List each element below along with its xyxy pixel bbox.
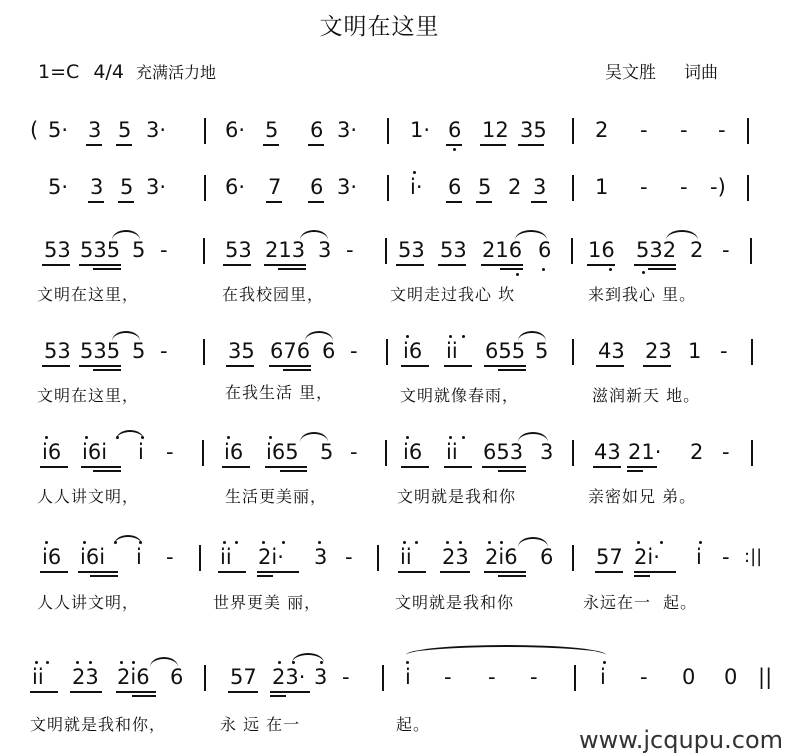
dash: -: [722, 545, 730, 569]
underline: [30, 691, 58, 693]
note: 23: [72, 665, 99, 689]
dash: -: [342, 665, 350, 689]
note: 2: [508, 175, 522, 199]
underline: [482, 466, 526, 468]
barline: [751, 339, 753, 365]
note: 23: [645, 339, 672, 363]
high-octave-dot: [141, 436, 144, 439]
underline: [223, 264, 251, 266]
underline: [40, 571, 68, 573]
barline: [377, 545, 379, 571]
note: 2: [690, 238, 704, 262]
barline: [572, 118, 574, 144]
underline: [218, 571, 246, 573]
note: i65: [266, 440, 299, 464]
underline: [595, 571, 623, 573]
dash: -: [530, 665, 538, 689]
note: 535: [80, 238, 121, 262]
note: 3·: [337, 175, 358, 199]
dash: -: [720, 339, 728, 363]
underline: [308, 144, 324, 146]
rest: 0: [724, 665, 738, 689]
dash: -: [680, 175, 688, 199]
verse-line-1: [0, 238, 795, 278]
dash: -: [640, 175, 648, 199]
underline: [396, 264, 424, 266]
barline: [203, 339, 205, 365]
high-octave-dot: [76, 661, 79, 664]
underline: [222, 466, 250, 468]
high-octave-dot: [462, 335, 465, 338]
underline-double: [283, 369, 311, 371]
lyric: 永远在一 起。: [583, 593, 698, 612]
underline-double: [498, 470, 526, 472]
note: 2i·: [258, 545, 284, 569]
author-role: 词曲: [684, 63, 718, 83]
final-barline: ||: [758, 665, 773, 689]
verse-line-3: [0, 440, 795, 480]
note: 3: [90, 175, 104, 199]
underline: [634, 571, 676, 573]
dash: -: [640, 118, 648, 142]
dash-paren-close: -): [710, 175, 726, 199]
note: ii: [220, 545, 232, 569]
underline: [587, 264, 615, 266]
note: 3·: [146, 175, 167, 199]
high-octave-dot: [85, 436, 88, 439]
note: 1: [688, 339, 702, 363]
dash: -: [444, 665, 452, 689]
lyric: 永 远 在一: [220, 715, 301, 734]
underline: [42, 365, 70, 367]
note: 1: [595, 175, 609, 199]
barline: [572, 440, 574, 466]
note: i6: [224, 440, 244, 464]
note: 6: [310, 175, 324, 199]
barline: [574, 665, 576, 691]
note: 43: [594, 440, 621, 464]
barline: [747, 175, 749, 201]
dash: -: [350, 440, 358, 464]
underline: [79, 264, 121, 266]
note: 1·: [410, 118, 431, 142]
underline: [308, 201, 324, 203]
note: 53: [44, 339, 71, 363]
note: ii: [32, 665, 44, 689]
note: 6: [538, 238, 552, 262]
underline: [634, 264, 676, 266]
note: 6: [170, 665, 184, 689]
high-octave-dot: [45, 436, 48, 439]
note: 43: [598, 339, 625, 363]
note: 2i6: [485, 545, 518, 569]
barline: [747, 118, 749, 144]
note: 5: [132, 238, 146, 262]
underline: [484, 365, 526, 367]
high-octave-dot: [89, 661, 92, 664]
paren-open: (: [30, 118, 39, 142]
dash: -: [350, 339, 358, 363]
lyric: 在我生活 里，: [225, 383, 334, 402]
barline: [571, 238, 573, 264]
note: i6i: [80, 545, 106, 569]
note: 3: [540, 440, 554, 464]
lyric: 来到我心 里。: [588, 285, 697, 304]
dash: -: [722, 440, 730, 464]
note: i: [405, 665, 411, 689]
underline: [596, 365, 624, 367]
underline-double: [90, 575, 118, 577]
underline: [476, 201, 492, 203]
note: 7: [268, 175, 282, 199]
high-octave-dot: [459, 541, 462, 544]
high-octave-dot: [318, 541, 321, 544]
note: 5: [120, 175, 134, 199]
underline: [643, 365, 671, 367]
note: 653: [483, 440, 524, 464]
underline: [440, 571, 470, 573]
tie-long: [406, 645, 606, 655]
underline: [401, 365, 429, 367]
note: 676: [270, 339, 311, 363]
high-octave-dot: [227, 436, 230, 439]
note: 53: [44, 238, 71, 262]
note: i: [138, 440, 144, 464]
barline: [204, 175, 206, 201]
underline: [118, 201, 134, 203]
note: 3: [318, 238, 332, 262]
author-credit: [605, 58, 718, 83]
time-signature: 4/4: [93, 61, 124, 83]
high-octave-dot: [449, 335, 452, 338]
watermark: www.jcqupu.com: [579, 726, 783, 754]
barline: [385, 440, 387, 466]
underline: [79, 365, 121, 367]
underline: [398, 571, 426, 573]
high-octave-dot: [462, 436, 465, 439]
underline: [481, 264, 523, 266]
note: 6: [448, 175, 462, 199]
note: 5: [132, 339, 146, 363]
note: 5: [535, 339, 549, 363]
high-octave-dot: [446, 541, 449, 544]
underline-double: [627, 470, 643, 472]
underline-double: [93, 268, 121, 270]
dash: -: [718, 118, 726, 142]
underline: [40, 466, 68, 468]
note: i6: [42, 545, 62, 569]
dash: -: [680, 118, 688, 142]
lyric: 起。: [396, 715, 431, 734]
low-octave-dot: [516, 273, 519, 276]
barline: [387, 118, 389, 144]
note: 6: [322, 339, 336, 363]
underline: [446, 201, 462, 203]
verse-line-4: [0, 545, 795, 585]
lyric: 文明在这里，: [37, 386, 140, 405]
low-octave-dot: [453, 148, 456, 151]
high-octave-dot: [282, 541, 285, 544]
high-octave-dot: [269, 436, 272, 439]
underline: [480, 144, 506, 146]
underline: [86, 144, 102, 146]
note: i: [696, 545, 702, 569]
high-octave-dot: [35, 661, 38, 664]
note: 12: [482, 118, 509, 142]
underline-double: [93, 369, 121, 371]
note: 6·: [225, 175, 246, 199]
high-octave-dot: [449, 436, 452, 439]
note: 57: [230, 665, 257, 689]
underline: [444, 466, 472, 468]
barline: [199, 545, 201, 571]
barline: [204, 118, 206, 144]
note: 2: [595, 118, 609, 142]
underline: [446, 144, 462, 146]
high-octave-dot: [235, 541, 238, 544]
underline: [444, 365, 472, 367]
lyric: 亲密如兄 弟。: [588, 487, 697, 506]
note: i: [600, 665, 606, 689]
underline: [116, 691, 156, 693]
note: 21·: [628, 440, 662, 464]
barline: [385, 238, 387, 264]
note: 5·: [48, 118, 69, 142]
lyric: 文明就像春雨，: [400, 386, 520, 405]
rest: 0: [682, 665, 696, 689]
high-octave-dot: [488, 541, 491, 544]
underline: [401, 466, 429, 468]
underline-double: [498, 575, 526, 577]
barline: [204, 665, 206, 691]
dash: -: [166, 440, 174, 464]
dash: -: [488, 665, 496, 689]
barline: [202, 440, 204, 466]
note: 5: [320, 440, 334, 464]
intro-line-2: [0, 175, 795, 215]
underline: [257, 571, 299, 573]
high-octave-dot: [413, 171, 416, 174]
note: 532: [636, 238, 677, 262]
high-octave-dot: [46, 661, 49, 664]
note: 35: [228, 339, 255, 363]
underline-double: [280, 470, 307, 472]
barline: [572, 175, 574, 201]
key: 1=C: [38, 61, 80, 83]
note: 53: [440, 238, 467, 262]
underline: [266, 201, 282, 203]
barline: [751, 440, 753, 466]
high-octave-dot: [660, 541, 663, 544]
note: 2: [690, 440, 704, 464]
note: 2i6: [117, 665, 150, 689]
note: ii: [400, 545, 412, 569]
high-octave-dot: [603, 661, 606, 664]
high-octave-dot: [637, 541, 640, 544]
high-octave-dot: [320, 661, 323, 664]
underline-double: [648, 268, 676, 270]
lyric: 文明就是我和你: [395, 593, 515, 612]
barline: [382, 665, 384, 691]
note: 3: [88, 118, 102, 142]
lyric: 文明在这里，: [37, 285, 140, 304]
underline: [70, 691, 102, 693]
underline: [484, 571, 526, 573]
high-octave-dot: [406, 661, 409, 664]
note: 53: [398, 238, 425, 262]
underline-double: [270, 695, 286, 697]
note: 6: [310, 118, 324, 142]
note: 535: [80, 339, 121, 363]
lyric: 滋润新天 地。: [592, 386, 701, 405]
key-signature: [38, 60, 216, 83]
lyric: 在我校园里，: [222, 285, 325, 304]
note: 16: [588, 238, 615, 262]
high-octave-dot: [45, 541, 48, 544]
high-octave-dot: [406, 335, 409, 338]
lyric: 文明就是我和你: [397, 487, 517, 506]
underline: [264, 264, 306, 266]
note: 655: [485, 339, 526, 363]
underline-double: [132, 695, 156, 697]
underline: [228, 691, 258, 693]
high-octave-dot: [223, 541, 226, 544]
lyric: 文明就是我和你，: [30, 715, 167, 734]
note: 2i·: [634, 545, 660, 569]
underline: [81, 466, 121, 468]
high-octave-dot: [139, 541, 142, 544]
note: 5: [118, 118, 132, 142]
note: ii: [446, 339, 458, 363]
underline: [88, 201, 104, 203]
high-octave-dot: [699, 541, 702, 544]
verse-line-5: [0, 665, 795, 705]
low-octave-dot: [609, 268, 612, 271]
barline: [387, 175, 389, 201]
high-octave-dot: [120, 661, 123, 664]
note: 3·: [337, 118, 358, 142]
verse-line-2: [0, 339, 795, 379]
underline: [593, 466, 621, 468]
note: i·: [410, 175, 423, 199]
note: 23: [442, 545, 469, 569]
high-octave-dot: [132, 661, 135, 664]
high-octave-dot: [406, 436, 409, 439]
note: 5·: [48, 175, 69, 199]
underline-double: [500, 268, 523, 270]
repeat-end-barline: :||: [744, 546, 763, 567]
dash: -: [166, 545, 174, 569]
low-octave-dot: [642, 271, 645, 274]
high-octave-dot: [262, 541, 265, 544]
note: 57: [596, 545, 623, 569]
underline: [265, 466, 307, 468]
author-name: 吴文胜: [605, 63, 656, 83]
barline: [750, 238, 752, 264]
barline: [572, 339, 574, 365]
tie: [114, 535, 142, 545]
lyric: 人人讲文明，: [37, 487, 140, 506]
note: 6: [540, 545, 554, 569]
dash: -: [160, 238, 168, 262]
underline: [627, 466, 657, 468]
barline: [572, 545, 574, 571]
underline: [518, 144, 544, 146]
note: 5: [478, 175, 492, 199]
underline: [438, 264, 466, 266]
underline: [116, 144, 132, 146]
underline: [270, 691, 310, 693]
underline-double: [93, 470, 121, 472]
song-title: 文明在这里: [319, 14, 440, 40]
underline: [78, 571, 118, 573]
underline: [226, 365, 254, 367]
high-octave-dot: [415, 541, 418, 544]
note: 3·: [146, 118, 167, 142]
note: 23·: [272, 665, 306, 689]
underline: [269, 365, 311, 367]
note: 6: [448, 118, 462, 142]
underline-double: [634, 575, 650, 577]
dash: -: [640, 665, 648, 689]
note: 5: [265, 118, 279, 142]
high-octave-dot: [278, 661, 281, 664]
underline: [263, 144, 279, 146]
high-octave-dot: [403, 541, 406, 544]
note: 3: [533, 175, 547, 199]
underline-double: [498, 369, 526, 371]
note: ii: [446, 440, 458, 464]
note: i6: [403, 440, 423, 464]
lyric: 文明走过我心 坎: [390, 285, 516, 304]
dash: -: [160, 339, 168, 363]
note: 213: [265, 238, 306, 262]
note: 3: [314, 665, 328, 689]
lyric: 生活更美丽，: [225, 487, 328, 506]
note: 216: [482, 238, 523, 262]
dash: -: [346, 238, 354, 262]
underline: [42, 264, 70, 266]
underline-double: [278, 268, 306, 270]
note: 3: [314, 545, 328, 569]
note: i: [136, 545, 142, 569]
note: 35: [520, 118, 547, 142]
barline: [386, 339, 388, 365]
note: 6·: [225, 118, 246, 142]
underline: [531, 201, 547, 203]
dash: -: [722, 238, 730, 262]
note: i6: [42, 440, 62, 464]
intro-line-1: [0, 118, 795, 158]
tempo-marking: 充满活力地: [135, 63, 216, 82]
high-octave-dot: [500, 541, 503, 544]
note: i6i: [82, 440, 108, 464]
note: i6: [403, 339, 423, 363]
low-octave-dot: [542, 268, 545, 271]
barline: [203, 238, 205, 264]
dash: -: [345, 545, 353, 569]
note: 53: [225, 238, 252, 262]
lyric: 世界更美 丽，: [213, 593, 322, 612]
tie: [116, 430, 144, 440]
underline-double: [257, 575, 273, 577]
lyric: 人人讲文明，: [37, 593, 140, 612]
high-octave-dot: [83, 541, 86, 544]
